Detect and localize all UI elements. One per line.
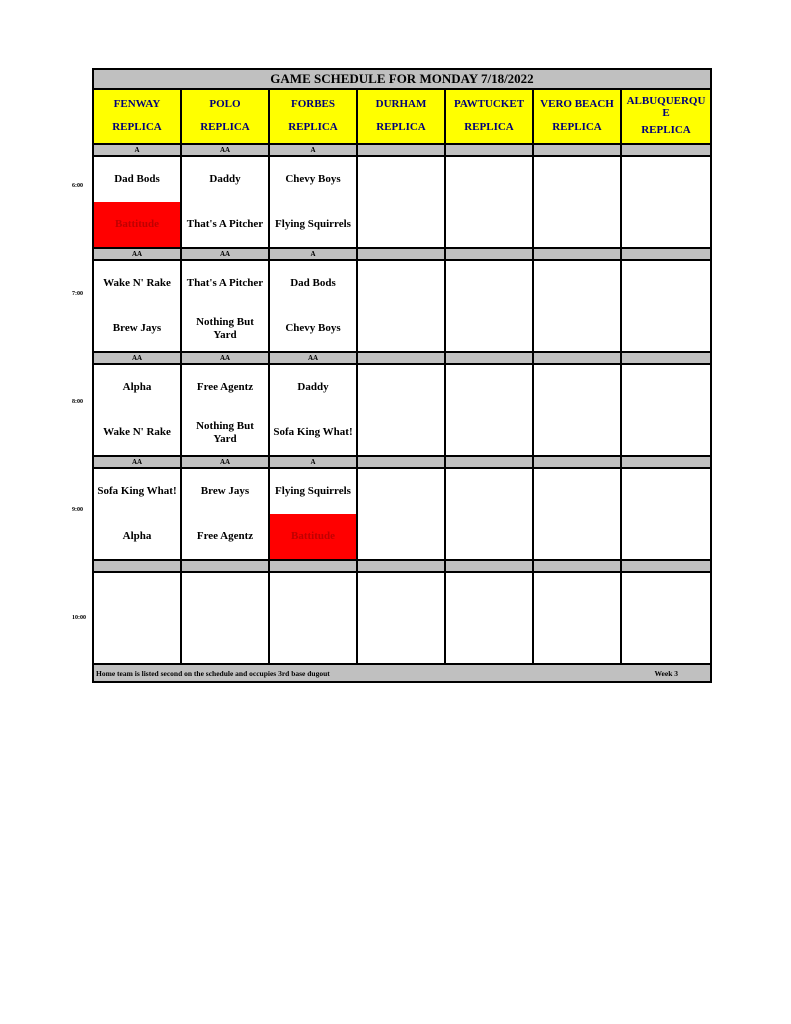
division-level [446, 145, 534, 155]
division-level [358, 561, 446, 571]
field-header-row [94, 90, 710, 145]
home-team: That's A Pitcher [186, 218, 264, 231]
level-row [94, 249, 710, 261]
away-team [622, 469, 710, 514]
field-header-5 [534, 90, 622, 143]
game-cell [94, 261, 182, 351]
away-team [622, 261, 710, 306]
home-team [270, 618, 356, 663]
game-cell [270, 573, 358, 663]
schedule-title: GAME SCHEDULE FOR MONDAY 7/18/2022 [94, 70, 710, 90]
away-team [358, 469, 444, 514]
game-cell [622, 261, 710, 351]
home-team [446, 202, 532, 247]
home-team [446, 618, 532, 663]
away-team [358, 261, 444, 306]
field-venue: DURHAM [375, 97, 427, 110]
game-cell [534, 261, 622, 351]
game-cell [622, 157, 710, 247]
game-cell [182, 469, 270, 559]
field-type: REPLICA [200, 121, 250, 134]
field-type: REPLICA [376, 121, 426, 134]
home-team [622, 618, 710, 663]
away-team [534, 365, 620, 410]
game-cell [94, 469, 182, 559]
game-cell [446, 573, 534, 663]
division-level [622, 457, 710, 467]
away-team [94, 573, 180, 618]
division-level: AA [94, 353, 182, 363]
away-team: Dad Bods [290, 277, 336, 290]
home-team [182, 618, 268, 663]
field-header-6 [622, 90, 710, 143]
away-team [446, 365, 532, 410]
division-level: A [270, 145, 358, 155]
away-team [446, 261, 532, 306]
game-cell [446, 157, 534, 247]
division-level: AA [270, 353, 358, 363]
division-level [270, 561, 358, 571]
game-cell [182, 365, 270, 455]
home-team [622, 306, 710, 351]
schedule-sheet [92, 68, 712, 683]
home-team [358, 306, 444, 351]
footer-bar [94, 665, 710, 681]
game-cell [622, 573, 710, 663]
field-header-2 [270, 90, 358, 143]
footer-note: Home team is listed second on the schedule and occupies 3rd base dugout [96, 668, 330, 678]
home-team: Flying Squirrels [275, 218, 351, 231]
field-venue: FORBES [290, 97, 335, 110]
home-team [534, 306, 620, 351]
field-header-1 [182, 90, 270, 143]
time-slots [94, 145, 710, 665]
level-row [94, 457, 710, 469]
home-team [622, 202, 710, 247]
division-level: AA [94, 249, 182, 259]
game-cell [270, 469, 358, 559]
week-label: Week 3 [654, 668, 678, 678]
away-team: Chevy Boys [285, 173, 341, 186]
away-team: Daddy [209, 173, 241, 186]
away-team: Alpha [122, 381, 152, 394]
away-team [446, 157, 532, 202]
home-team [358, 618, 444, 663]
slot-row [94, 261, 710, 353]
game-cell [358, 573, 446, 663]
division-level [446, 457, 534, 467]
away-team [358, 573, 444, 618]
division-level [622, 145, 710, 155]
level-row [94, 145, 710, 157]
division-level [182, 561, 270, 571]
division-level [534, 249, 622, 259]
away-team [622, 157, 710, 202]
home-team [358, 410, 444, 455]
game-cell [446, 365, 534, 455]
division-level [622, 249, 710, 259]
division-level [358, 353, 446, 363]
game-cell [622, 469, 710, 559]
home-team [622, 410, 710, 455]
game-cell [358, 157, 446, 247]
game-cell [94, 365, 182, 455]
time-label: 7:00 [72, 291, 83, 297]
division-level [358, 145, 446, 155]
away-team [182, 573, 268, 618]
away-team: Brew Jays [200, 485, 250, 498]
game-cell [182, 261, 270, 351]
game-cell [446, 469, 534, 559]
game-cell [534, 157, 622, 247]
time-label: 6:00 [72, 183, 83, 189]
away-team [534, 573, 620, 618]
home-team: Nothing But Yard [196, 420, 254, 445]
game-cell [446, 261, 534, 351]
away-team: Free Agentz [196, 381, 254, 394]
game-cell [622, 365, 710, 455]
time-label: 10:00 [72, 615, 86, 621]
away-team [270, 573, 356, 618]
home-team: Sofa King What! [273, 426, 353, 439]
level-row [94, 353, 710, 365]
division-level [534, 457, 622, 467]
field-venue: VERO BEACH [540, 97, 614, 110]
level-row [94, 561, 710, 573]
division-level [534, 145, 622, 155]
slot-row [94, 573, 710, 665]
away-team [534, 157, 620, 202]
division-level [446, 249, 534, 259]
division-level: AA [182, 145, 270, 155]
division-level [534, 353, 622, 363]
field-header-4 [446, 90, 534, 143]
home-team [358, 202, 444, 247]
game-cell [182, 573, 270, 663]
game-cell [358, 261, 446, 351]
away-team: Wake N' Rake [103, 277, 171, 290]
division-level: AA [182, 353, 270, 363]
slot-row [94, 157, 710, 249]
slot-row [94, 365, 710, 457]
home-team: Free Agentz [196, 530, 254, 543]
division-level [534, 561, 622, 571]
field-venue: POLO [209, 97, 241, 110]
home-team: Brew Jays [112, 322, 162, 335]
home-team [622, 514, 710, 559]
home-team [94, 618, 180, 663]
division-level: AA [182, 249, 270, 259]
home-team: Alpha [122, 530, 152, 543]
away-team: Sofa King What! [97, 485, 177, 498]
division-level: A [94, 145, 182, 155]
home-team: Battitude [94, 202, 180, 247]
division-level: A [270, 457, 358, 467]
away-team [358, 157, 444, 202]
game-cell [534, 469, 622, 559]
game-cell [182, 157, 270, 247]
home-team: Battitude [270, 514, 356, 559]
field-header-0 [94, 90, 182, 143]
away-team: Flying Squirrels [275, 485, 351, 498]
home-team [534, 514, 620, 559]
field-header-3 [358, 90, 446, 143]
away-team [534, 469, 620, 514]
division-level [358, 457, 446, 467]
field-venue: FENWAY [113, 97, 161, 110]
game-cell [94, 157, 182, 247]
game-cell [358, 365, 446, 455]
away-team [358, 365, 444, 410]
home-team: Chevy Boys [285, 322, 341, 335]
division-level [622, 353, 710, 363]
away-team: Daddy [297, 381, 329, 394]
time-label: 8:00 [72, 399, 83, 405]
away-team: Dad Bods [114, 173, 160, 186]
game-cell [534, 365, 622, 455]
away-team [446, 469, 532, 514]
away-team [534, 261, 620, 306]
home-team [446, 410, 532, 455]
game-cell [534, 573, 622, 663]
home-team [534, 202, 620, 247]
slot-row [94, 469, 710, 561]
home-team [446, 514, 532, 559]
game-cell [94, 573, 182, 663]
division-level [446, 561, 534, 571]
away-team [622, 365, 710, 410]
game-cell [270, 365, 358, 455]
home-team [446, 306, 532, 351]
home-team: Wake N' Rake [103, 426, 171, 439]
field-type: REPLICA [464, 121, 514, 134]
division-level: AA [94, 457, 182, 467]
home-team [534, 410, 620, 455]
division-level: AA [182, 457, 270, 467]
division-level [622, 561, 710, 571]
away-team: That's A Pitcher [186, 277, 264, 290]
division-level [94, 561, 182, 571]
game-cell [270, 157, 358, 247]
game-cell [358, 469, 446, 559]
field-type: REPLICA [288, 121, 338, 134]
division-level: A [270, 249, 358, 259]
field-type: REPLICA [641, 124, 691, 137]
field-venue: PAWTUCKET [453, 97, 525, 110]
division-level [358, 249, 446, 259]
home-team [534, 618, 620, 663]
field-venue: ALBUQUERQUE [626, 95, 706, 119]
home-team: Nothing But Yard [196, 316, 254, 341]
away-team [446, 573, 532, 618]
home-team [358, 514, 444, 559]
away-team [622, 573, 710, 618]
field-type: REPLICA [552, 121, 602, 134]
time-label: 9:00 [72, 507, 83, 513]
field-type: REPLICA [112, 121, 162, 134]
division-level [446, 353, 534, 363]
game-cell [270, 261, 358, 351]
